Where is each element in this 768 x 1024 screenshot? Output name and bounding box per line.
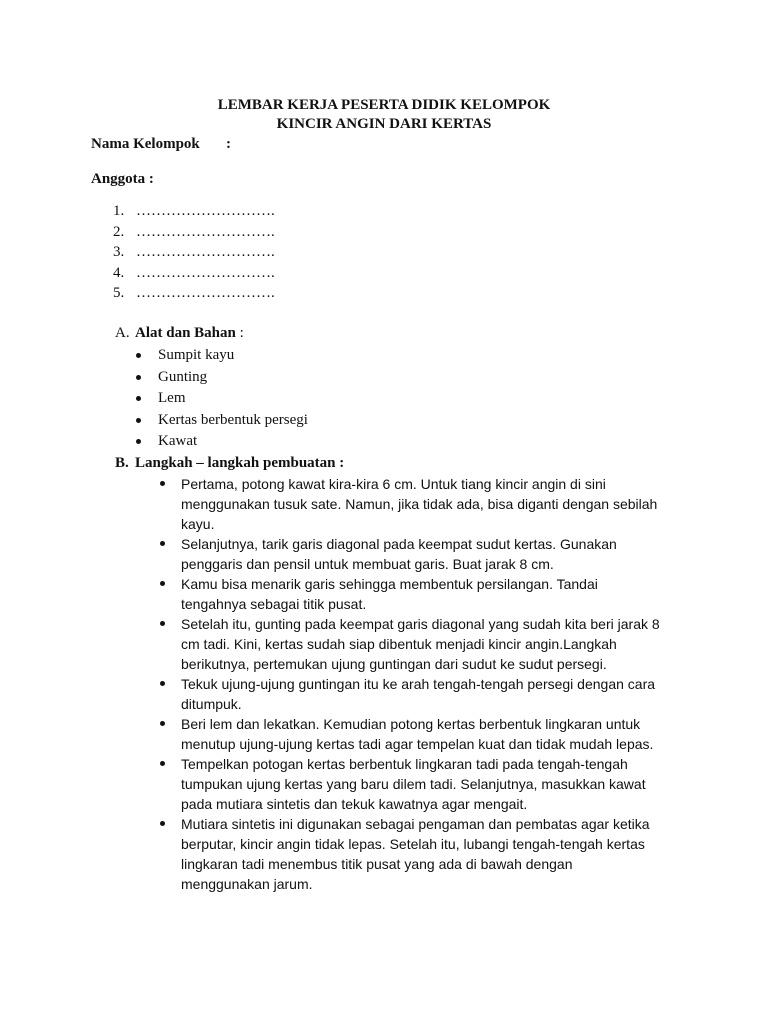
member-number: 4. [113,264,125,281]
step-line: penggaris dan pensil untuk membuat garis. Buat jarak 8 cm. [181,556,554,572]
member-blank: ………………………. [136,223,275,240]
bullet-icon [160,821,165,826]
step-line: cm tadi. Kini, kertas sudah siap dibentuk menjadi kincir angin.Langkah [181,636,617,652]
step-line: Mutiara sintetis ini digunakan sebagai pengaman dan pembatas agar ketika [181,816,650,832]
member-entry [113,283,275,304]
step-line: Setelah itu, gunting pada keempat garis diagonal yang sudah kita beri jarak 8 [181,616,660,632]
list-item [134,367,308,389]
member-number: 2. [113,223,125,240]
list-item [158,614,698,674]
group-name-colon: : [226,136,231,152]
step-line: berputar, kincir angin tidak lepas. Setelah itu, lubangi tengah-tengah kertas [181,836,645,852]
list-item [158,674,698,714]
member-entry [113,242,275,263]
list-item [158,714,698,754]
step-line: Tempelkan potogan kertas berbentuk lingkaran tadi pada tengah-tengah [181,756,628,772]
section-b-title: Langkah – langkah pembuatan : [135,455,345,471]
member-blank: ………………………. [136,203,275,219]
bullet-icon [160,761,165,766]
member-number: 1. [113,203,125,219]
member-blank: ………………………. [136,264,275,281]
section-a-colon: : [235,325,244,341]
list-item [134,431,308,453]
list-item [158,754,698,814]
list-item [134,410,308,432]
step-line: menggunakan tusuk sate. Namun, jika tidak ada, bisa diganti dengan sebilah [181,496,658,512]
bullet-icon [160,681,165,686]
member-number: 3. [113,244,125,260]
member-entry [113,222,275,243]
section-b-heading [115,453,344,473]
step-line: tengahnya sebagai titik pusat. [181,596,367,612]
bullet-icon [160,481,165,486]
tool-label: Kertas berbentuk persegi [158,411,308,428]
step-line: Tekuk ujung-ujung guntingan itu ke arah tengah-tengah persegi dengan cara [181,676,656,692]
section-a-title: Alat dan Bahan [135,325,236,341]
step-line: tumpukan ujung kertas yang baru dilem tadi. Selanjutnya, masukkan kawat [181,776,646,792]
list-item [158,474,698,534]
step-line: pada mutiara sintetis dan tekuk kawatnya agar mengait. [181,796,528,812]
list-item [134,388,308,410]
bullet-icon [160,621,165,626]
document-title-line2: KINCIR ANGIN DARI KERTAS [276,116,492,132]
tool-label: Gunting [158,368,208,385]
bullet-icon [136,353,141,358]
tool-label: Sumpit kayu [158,347,235,363]
tools-list [134,345,308,453]
bullet-icon [160,541,165,546]
group-name-label: Nama Kelompok [91,136,200,152]
list-item [158,574,698,614]
step-line: ditumpuk. [181,696,242,712]
step-line: kayu. [181,516,215,532]
section-b-letter: B. [115,455,129,471]
member-blank: ………………………. [136,285,275,301]
bullet-icon [136,396,141,401]
tool-label: Kawat [158,433,198,449]
step-line: berikutnya, pertemukan ujung guntingan dari sudut ke sudut persegi. [181,656,607,672]
bullet-icon [136,439,141,444]
step-line: menggunakan jarum. [181,876,313,892]
member-number: 5. [113,285,125,301]
section-a-heading [115,323,244,343]
member-entry [113,201,275,222]
step-line: menutup ujung-ujung kertas tadi agar tempelan kuat dan tidak mudah lepas. [181,736,654,752]
document-title-line1: LEMBAR KERJA PESERTA DIDIK KELOMPOK [217,97,551,113]
members-label: Anggota : [91,171,154,187]
steps-list [158,474,698,894]
step-line: lingkaran tadi menembus titik pusat yang ada di bawah dengan [181,856,573,872]
bullet-icon [136,418,141,423]
member-entry [113,263,275,284]
list-item [134,345,308,367]
bullet-icon [160,721,165,726]
bullet-icon [160,581,165,586]
step-line: Pertama, potong kawat kira-kira 6 cm. Untuk tiang kincir angin di sini [181,476,606,492]
section-a-letter: A. [115,325,130,341]
list-item [158,534,698,574]
step-line: Selanjutnya, tarik garis diagonal pada keempat sudut kertas. Gunakan [181,536,617,552]
step-line: Kamu bisa menarik garis sehingga membentuk persilangan. Tandai [181,576,598,592]
tool-label: Lem [158,390,186,406]
step-line: Beri lem dan lekatkan. Kemudian potong kertas berbentuk lingkaran untuk [181,716,641,732]
members-list [113,201,275,304]
bullet-icon [136,375,141,380]
member-blank: ………………………. [136,244,275,260]
list-item [158,814,698,894]
